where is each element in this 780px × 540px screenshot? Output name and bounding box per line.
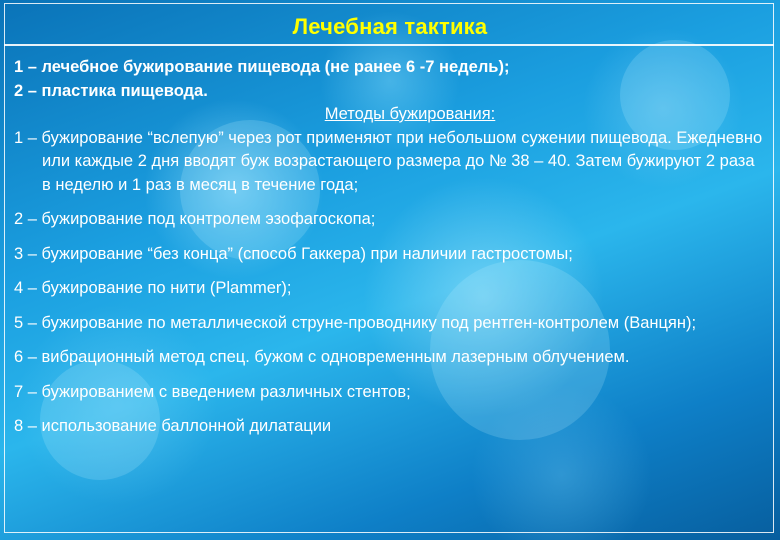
- method-item-6: 6 – вибрационный метод спец. бужом с одновременным лазерным облучением.: [14, 348, 630, 366]
- method-item-2: 2 – бужирование под контролем эзофагоскопа;: [14, 210, 376, 228]
- title-divider: [4, 44, 774, 46]
- method-item-8: 8 – использование баллонной дилатации: [14, 417, 332, 435]
- intro-line-2: 2 – пластика пищевода.: [14, 81, 208, 100]
- method-item-3: 3 – бужирование “без конца” (способ Гаккера) при наличии гастростомы;: [14, 244, 573, 263]
- intro-line-1: 1 – лечебное бужирование пищевода (не ранее 6 -7 недель);: [14, 58, 510, 76]
- method-item-1: 1 – бужирование “вслепую” через рот применяют при небольшом сужении пищевода. Ежедневно или каждые 2 дня вводят буж возрастающего размера до № 38 – 40. Затем бужируют 2 раза в неделю и 1 раз в месяц в течение года;: [14, 128, 763, 194]
- slide-content: [14, 56, 766, 439]
- methods-subheading: Методы бужирования:: [324, 105, 496, 123]
- slide-title: Лечебная тактика: [292, 14, 488, 39]
- method-item-5: 5 – бужирование по металлической струне-проводнику под рентген-контролем (Ванцян);: [14, 313, 697, 332]
- method-item-7: 7 – бужированием с введением различных стентов;: [14, 382, 411, 401]
- method-item-4: 4 – бужирование по нити (Plammer);: [14, 279, 292, 297]
